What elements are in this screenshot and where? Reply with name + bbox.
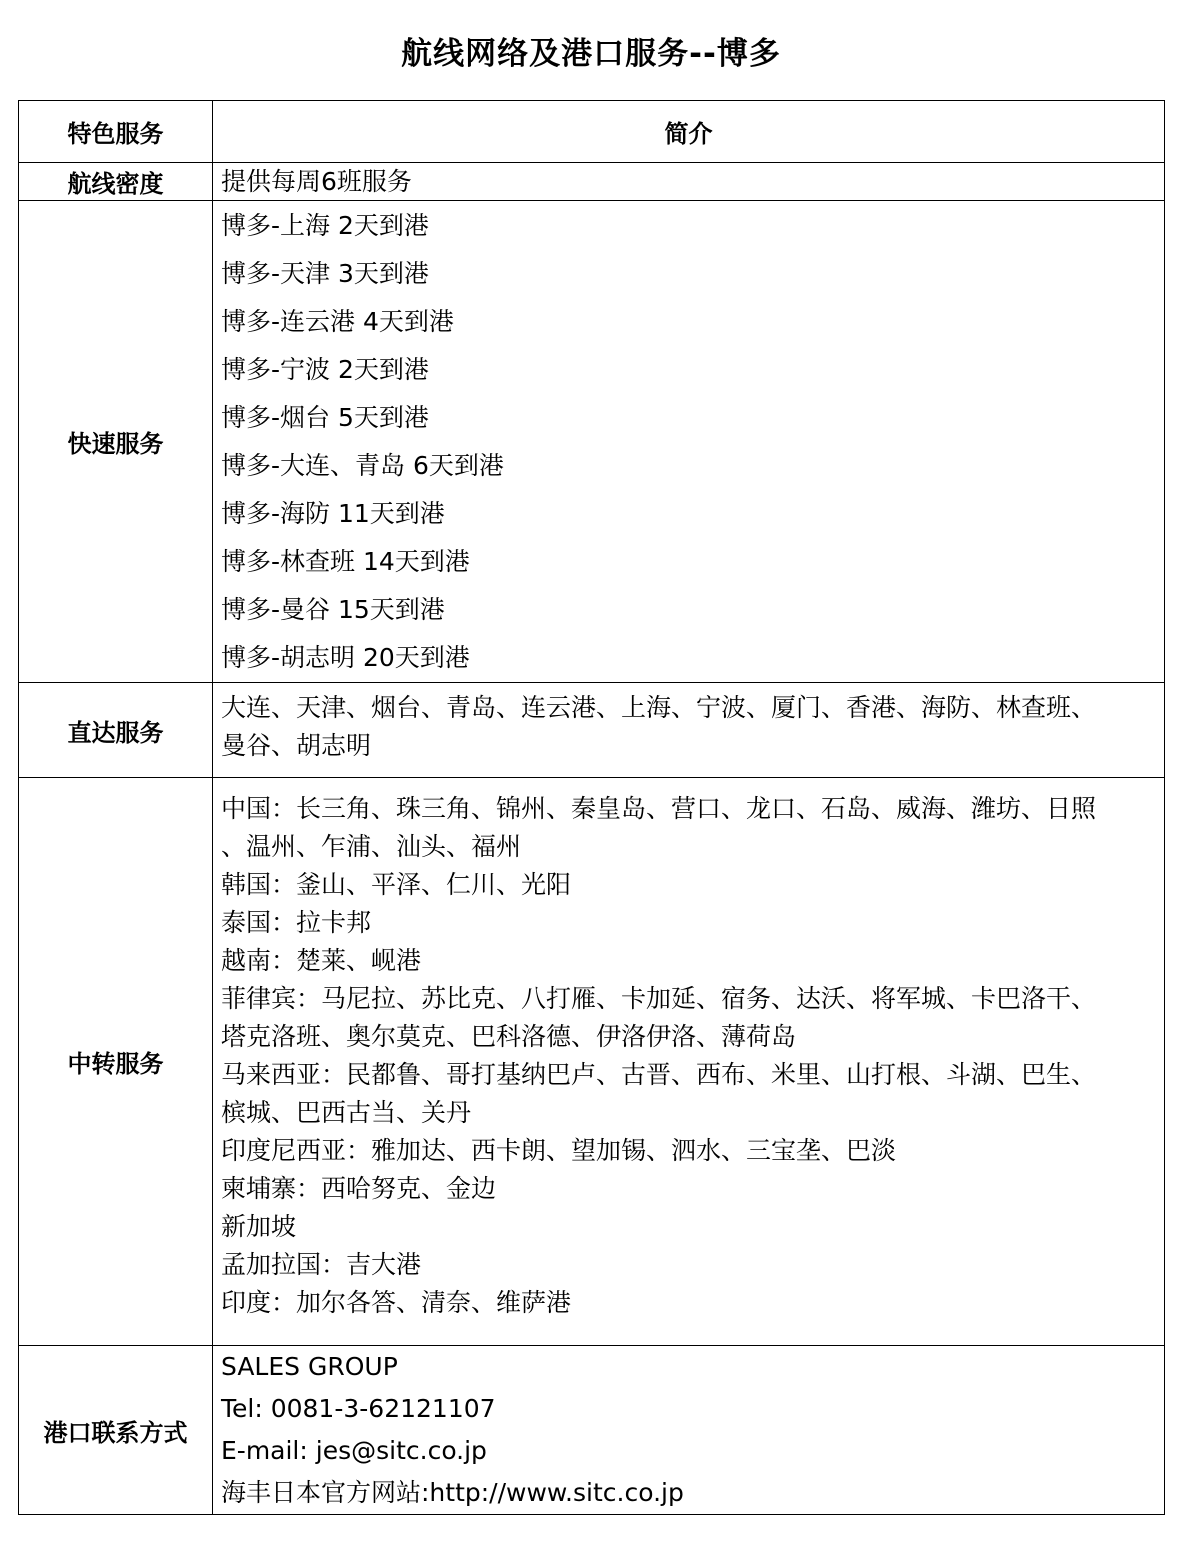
list-item: 博多-天津 3天到港 <box>221 259 429 288</box>
text-line: 印度：加尔各答、清奈、维萨港 <box>221 1288 572 1317</box>
text-line: 越南：楚莱、岘港 <box>221 946 422 975</box>
row-label-express: 快速服务 <box>19 201 213 683</box>
table-header-row <box>19 101 1165 163</box>
list-item: 博多-上海 2天到港 <box>221 211 429 240</box>
text-line: 曼谷、胡志明 <box>221 731 372 760</box>
text-line: 塔克洛班、奥尔莫克、巴科洛德、伊洛伊洛、薄荷岛 <box>221 1022 797 1051</box>
text-line: 印度尼西亚：雅加达、西卡朗、望加锡、泗水、三宝垄、巴淡 <box>221 1136 897 1165</box>
row-label-density: 航线密度 <box>19 163 213 201</box>
text-line: 中国：长三角、珠三角、锦州、秦皇岛、营口、龙口、石岛、威海、潍坊、日照 <box>221 794 1097 823</box>
page-title: 航线网络及港口服务--博多 <box>401 36 781 72</box>
text-line: 韩国：釜山、平泽、仁川、光阳 <box>221 870 572 899</box>
table-row-density <box>19 163 1165 201</box>
text-line: 大连、天津、烟台、青岛、连云港、上海、宁波、厦门、香港、海防、林查班、 <box>221 693 1097 722</box>
transfer-list <box>213 778 1165 1346</box>
row-label-transfer: 中转服务 <box>19 778 213 1346</box>
contact-info <box>213 1346 1165 1515</box>
direct-ports <box>213 683 1165 778</box>
text-line: 马来西亚：民都鲁、哥打基纳巴卢、古晋、西布、米里、山打根、斗湖、巴生、 <box>221 1060 1097 1089</box>
table-row-express <box>19 201 1165 683</box>
text-line: 菲律宾：马尼拉、苏比克、八打雁、卡加延、宿务、达沃、将军城、卡巴洛干、 <box>221 984 1097 1013</box>
table-row-transfer <box>19 778 1165 1346</box>
table-row-contact <box>19 1346 1165 1515</box>
text-line: 孟加拉国：吉大港 <box>221 1250 422 1279</box>
list-item: 博多-宁波 2天到港 <box>221 355 429 384</box>
text-line: 泰国：拉卡邦 <box>221 908 372 937</box>
header-description: 简介 <box>213 101 1165 163</box>
text-line: 、温州、乍浦、汕头、福州 <box>221 832 522 861</box>
service-table <box>18 100 1165 1515</box>
list-item: 博多-大连、青岛 6天到港 <box>221 451 504 480</box>
list-item: 博多-林查班 14天到港 <box>221 547 470 576</box>
contact-group: SALES GROUP <box>221 1352 398 1381</box>
text-line: 新加坡 <box>221 1212 297 1241</box>
contact-email: E-mail: jes@sitc.co.jp <box>221 1436 487 1465</box>
header-feature-service: 特色服务 <box>19 101 213 163</box>
contact-website: 海丰日本官方网站:http://www.sitc.co.jp <box>221 1478 684 1507</box>
express-list <box>213 201 1165 683</box>
list-item: 博多-烟台 5天到港 <box>221 403 429 432</box>
text-line: 柬埔寨：西哈努克、金边 <box>221 1174 497 1203</box>
list-item: 博多-胡志明 20天到港 <box>221 643 470 672</box>
table-row-direct <box>19 683 1165 778</box>
list-item: 博多-曼谷 15天到港 <box>221 595 445 624</box>
list-item: 博多-连云港 4天到港 <box>221 307 454 336</box>
row-label-contact: 港口联系方式 <box>19 1346 213 1515</box>
contact-phone: Tel: 0081-3-62121107 <box>221 1394 496 1423</box>
density-text: 提供每周6班服务 <box>213 163 1165 201</box>
text-line: 槟城、巴西古当、关丹 <box>221 1098 472 1127</box>
row-label-direct: 直达服务 <box>19 683 213 778</box>
list-item: 博多-海防 11天到港 <box>221 499 445 528</box>
